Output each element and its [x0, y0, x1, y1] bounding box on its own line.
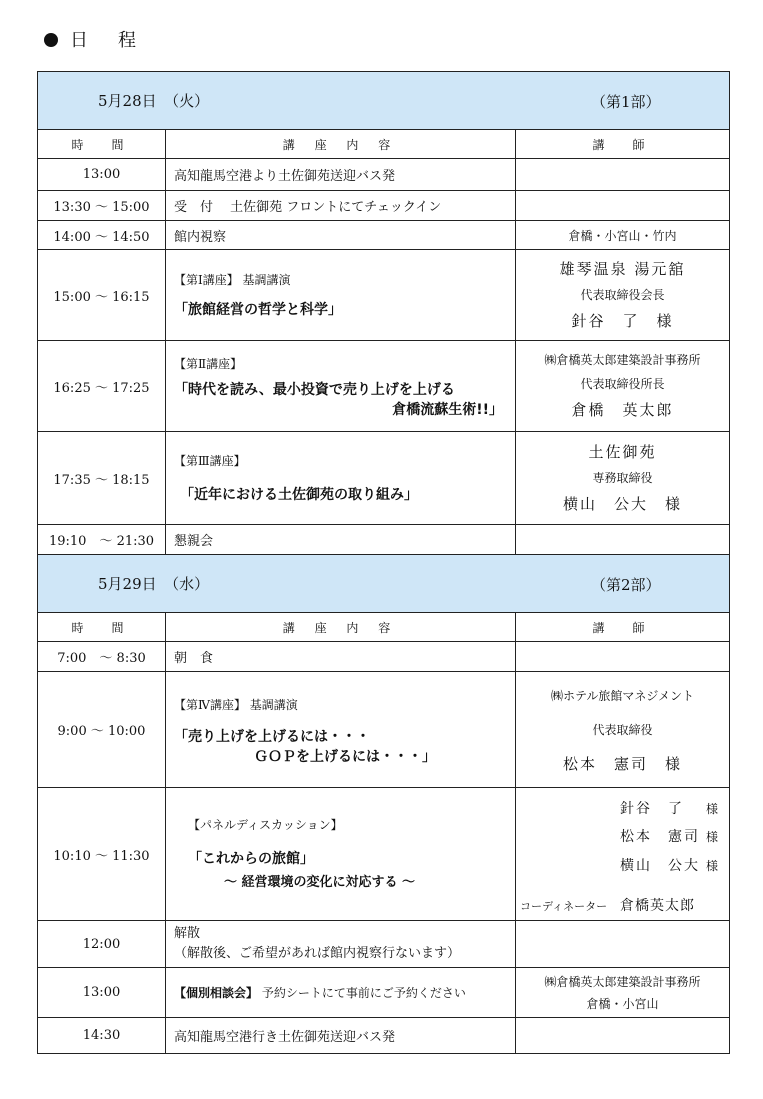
- section-heading: [44, 26, 142, 52]
- panelist-honorific: 様: [706, 802, 719, 816]
- lecturer-name: 松本 憲司 様: [562, 754, 682, 773]
- content-cell: 館内視察: [166, 221, 516, 250]
- col-header-content: 講 座 内 容: [166, 613, 516, 642]
- day1-part: （第1部）: [591, 93, 661, 111]
- lecturer-cell: [516, 432, 730, 525]
- content-cell: 懇親会: [166, 525, 516, 555]
- table-row: [38, 191, 730, 221]
- consultation-label: 【個別相談会】: [174, 986, 259, 1000]
- content-cell: [166, 788, 516, 921]
- lecturer-name: 倉橋 英太郎: [571, 401, 674, 419]
- lecturer-cell: 倉橋・小宮山・竹内: [516, 221, 730, 250]
- session-tag: 【第Ⅱ講座】: [174, 357, 243, 371]
- session-title: 「近年における土佐御苑の取り組み」: [180, 487, 418, 503]
- content-cell: [166, 921, 516, 968]
- lecturer-name: 横山 公大 様: [562, 495, 682, 513]
- time-cell: 9:00 ～ 10:00: [38, 672, 166, 788]
- heading-text: 日 程: [70, 30, 142, 51]
- content-line2: （解散後、ご希望があれば館内視察行ないます）: [174, 946, 461, 961]
- content-cell: [166, 672, 516, 788]
- lecturer-title: 代表取締役会長: [580, 288, 665, 302]
- time-cell: 13:00: [38, 159, 166, 191]
- lecturer-names: 倉橋・小宮山: [586, 996, 659, 1011]
- table-row: [38, 672, 730, 788]
- lecturer-cell: [516, 672, 730, 788]
- lecturer-title: 専務取締役: [592, 471, 653, 485]
- session-tag: 【パネルディスカッション】: [188, 818, 343, 832]
- time-cell: 17:35 ～ 18:15: [38, 432, 166, 525]
- session-tag: 【第Ⅳ講座】 基調講演: [174, 697, 298, 712]
- time-cell: 19:10 ～ 21:30: [38, 525, 166, 555]
- panelist-honorific: 様: [706, 859, 719, 873]
- table-row: [38, 432, 730, 525]
- panelist-name: 松本 憲司: [620, 829, 700, 845]
- session-title-line2: ＧＯＰを上げるには・・・」: [254, 748, 436, 765]
- time-cell: 14:00 ～ 14:50: [38, 221, 166, 250]
- lecturer-cell: [516, 159, 730, 191]
- lecturer-cell: [516, 341, 730, 432]
- lecturer-org: 土佐御苑: [588, 443, 657, 461]
- time-cell: 10:10 ～ 11:30: [38, 788, 166, 921]
- time-cell: 7:00 ～ 8:30: [38, 642, 166, 672]
- table-row: [38, 525, 730, 555]
- day2-header-row: [38, 555, 730, 613]
- content-cell: [166, 432, 516, 525]
- session-title-line1: 「売り上げを上げるには・・・: [174, 728, 370, 745]
- table-row: [38, 341, 730, 432]
- table-row: [38, 642, 730, 672]
- time-cell: 13:30 ～ 15:00: [38, 191, 166, 221]
- day1-date: 5月28日 （火）: [98, 92, 210, 110]
- day2-part: （第2部）: [591, 576, 661, 594]
- schedule-table: [37, 71, 730, 1054]
- content-cell: [166, 250, 516, 341]
- coordinator-name: 倉橋英太郎: [620, 898, 695, 914]
- day2-date: 5月29日 （水）: [98, 575, 210, 593]
- lecturer-cell: [516, 250, 730, 341]
- coordinator-label: コーディネーター: [520, 900, 608, 913]
- panelist-name: 針谷 了: [620, 801, 684, 817]
- time-cell: 14:30: [38, 1018, 166, 1054]
- lecturer-cell: [516, 191, 730, 221]
- session-title-line1: 「時代を読み、最小投資で売り上げを上げる: [174, 382, 455, 398]
- session-title: 「旅館経営の哲学と科学」: [174, 302, 342, 318]
- day1-column-headers: [38, 130, 730, 159]
- lecturer-org: 雄琴温泉 湯元舘: [559, 260, 686, 278]
- table-row: [38, 250, 730, 341]
- lecturer-cell: [516, 1018, 730, 1054]
- content-line1: 解散: [174, 926, 201, 941]
- session-tag: 【第Ⅰ講座】 基調講演: [174, 273, 291, 287]
- bullet-icon: [44, 33, 58, 47]
- session-title-line2: 倉橋流蘇生術!!」: [392, 402, 503, 418]
- lecturer-name: 針谷 了 様: [571, 312, 674, 330]
- lecturer-cell: [516, 525, 730, 555]
- content-cell: 朝 食: [166, 642, 516, 672]
- panel-cell: [516, 788, 730, 921]
- panelist-honorific: 様: [706, 830, 719, 844]
- lecturer-cell: [516, 968, 730, 1018]
- table-row: [38, 159, 730, 191]
- table-row: [38, 788, 730, 921]
- day2-column-headers: [38, 613, 730, 642]
- col-header-content: 講 座 内 容: [166, 130, 516, 159]
- lecturer-org: ㈱倉橋英太郎建築設計事務所: [544, 353, 701, 367]
- lecturer-cell: [516, 642, 730, 672]
- table-row: [38, 221, 730, 250]
- time-cell: 15:00 ～ 16:15: [38, 250, 166, 341]
- content-cell: [166, 968, 516, 1018]
- lecturer-title: 代表取締役所長: [580, 377, 665, 391]
- col-header-time: 時 間: [38, 613, 166, 642]
- col-header-lecturer: 講 師: [516, 130, 730, 159]
- table-row: [38, 921, 730, 968]
- lecturer-org: ㈱ホテル旅館マネジメント: [550, 688, 695, 703]
- panelist-name: 横山 公大: [620, 858, 700, 874]
- content-cell: 高知龍馬空港行き土佐御苑送迎バス発: [166, 1018, 516, 1054]
- col-header-lecturer: 講 師: [516, 613, 730, 642]
- lecturer-org: ㈱倉橋英太郎建築設計事務所: [544, 974, 701, 989]
- session-subtitle: ～ 経営環境の変化に対応する ～: [224, 875, 416, 890]
- table-row: [38, 1018, 730, 1054]
- lecturer-title: 代表取締役: [592, 722, 653, 737]
- time-cell: 16:25 ～ 17:25: [38, 341, 166, 432]
- session-title: 「これからの旅館」: [188, 851, 314, 867]
- content-cell: 受 付 土佐御苑 フロントにてチェックイン: [166, 191, 516, 221]
- consultation-text: 予約シートにて事前にご予約ください: [258, 986, 466, 1000]
- time-cell: 13:00: [38, 968, 166, 1018]
- lecturer-cell: [516, 921, 730, 968]
- content-cell: 高知龍馬空港より土佐御苑送迎バス発: [166, 159, 516, 191]
- day1-header-row: [38, 72, 730, 130]
- time-cell: 12:00: [38, 921, 166, 968]
- session-tag: 【第Ⅲ講座】: [174, 454, 246, 468]
- table-row: [38, 968, 730, 1018]
- content-cell: [166, 341, 516, 432]
- col-header-time: 時 間: [38, 130, 166, 159]
